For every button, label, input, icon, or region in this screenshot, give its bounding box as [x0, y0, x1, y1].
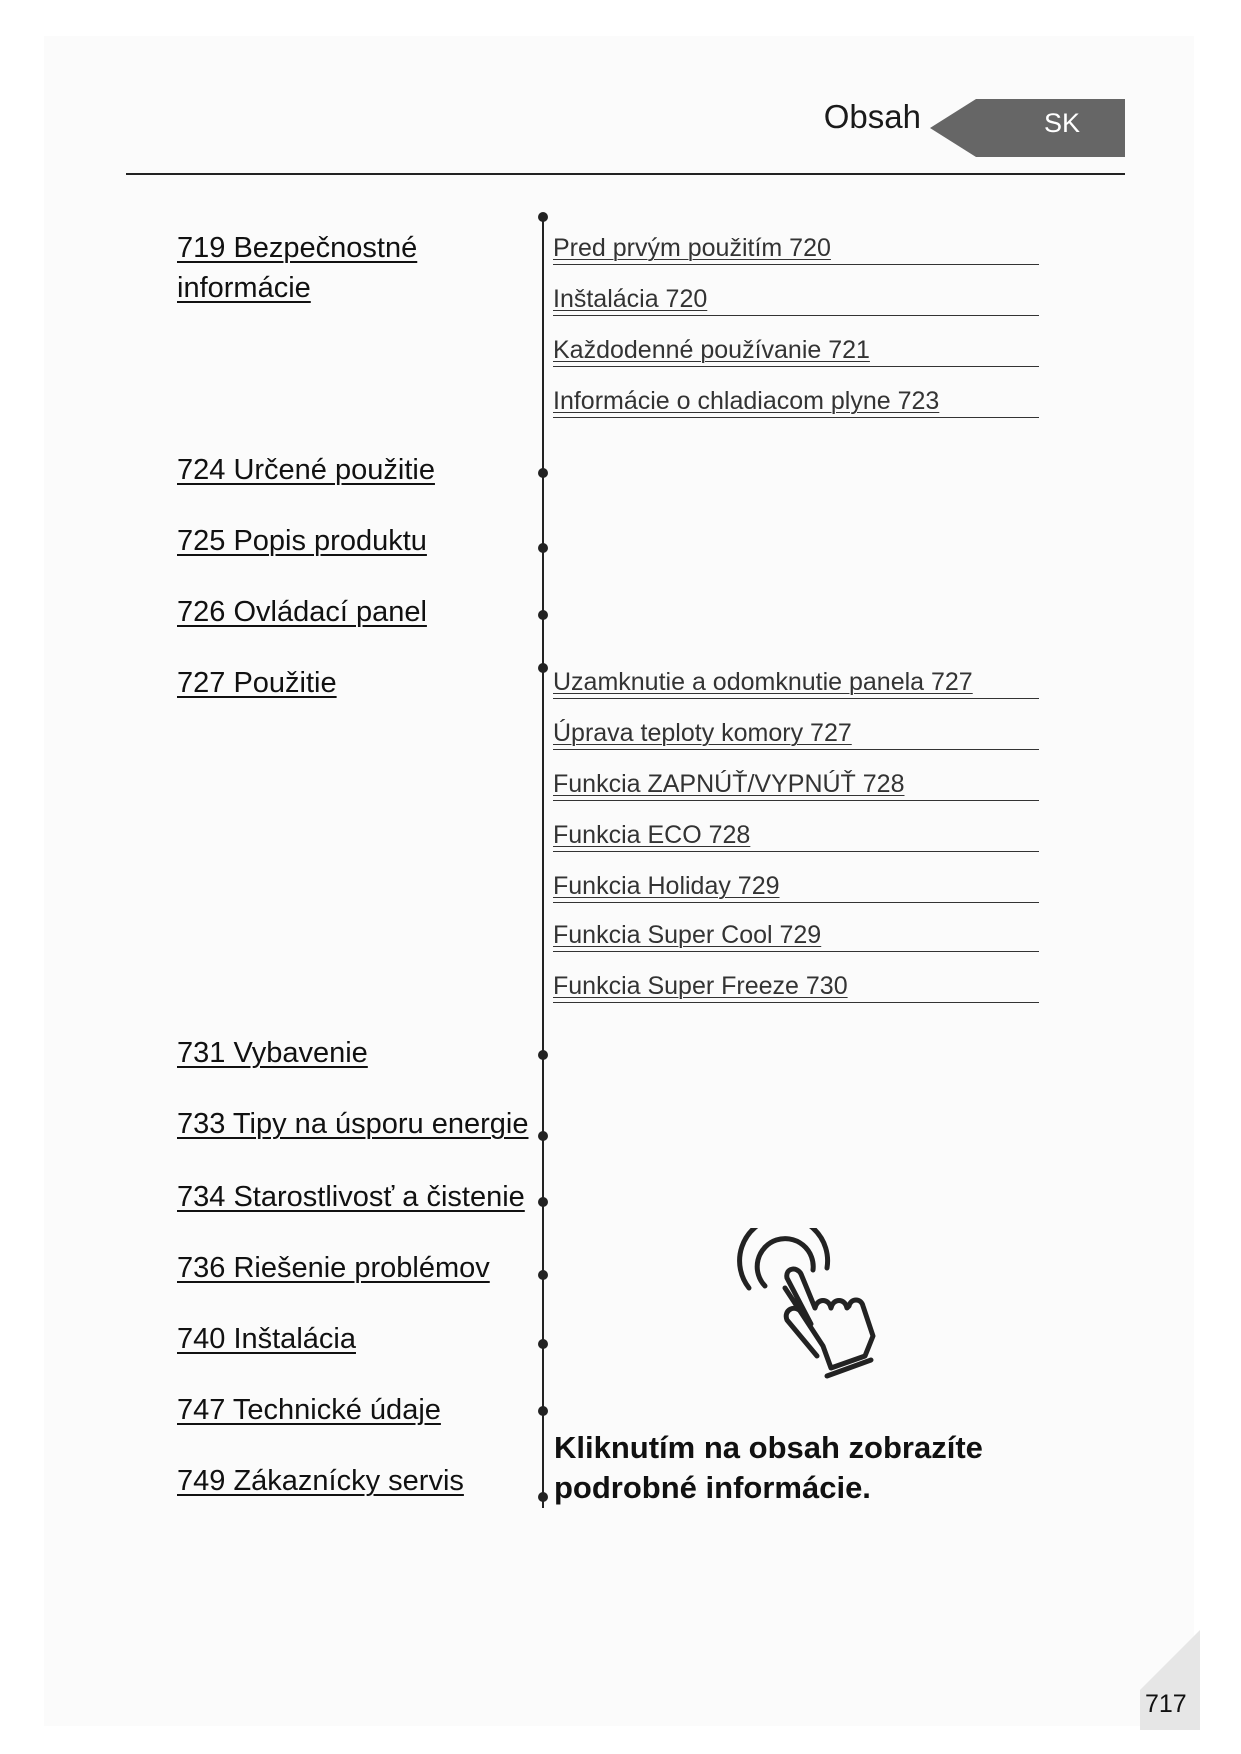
toc-subentry[interactable]: Informácie o chladiacom plyne 723 [553, 385, 1039, 418]
toc-subentry[interactable]: Uzamknutie a odomknutie panela 727 [553, 666, 1039, 699]
language-tab [930, 97, 1125, 159]
language-label: SK [1043, 108, 1081, 138]
toc-subentry[interactable]: Pred prvým použitím 720 [553, 232, 1039, 265]
toc-subentry[interactable]: Inštalácia 720 [553, 283, 1039, 316]
toc-subentry[interactable]: Funkcia Super Freeze 730 [553, 970, 1039, 1003]
toc-chapter-accessories[interactable]: 731 Vybavenie [177, 1037, 368, 1069]
header-divider [126, 173, 1125, 175]
timeline-dot [538, 663, 548, 673]
timeline-dot [538, 1339, 548, 1349]
tap-hand-icon [735, 1228, 885, 1388]
timeline-dot [538, 212, 548, 222]
toc-chapter-product-description[interactable]: 725 Popis produktu [177, 525, 427, 557]
toc-chapter-control-panel[interactable]: 726 Ovládací panel [177, 596, 427, 628]
timeline-dot [538, 610, 548, 620]
timeline-dot [538, 1197, 548, 1207]
toc-chapter-technical-data[interactable]: 747 Technické údaje [177, 1394, 441, 1426]
toc-subentry[interactable]: Funkcia ECO 728 [553, 819, 1039, 852]
toc-chapter-installation[interactable]: 740 Inštalácia [177, 1323, 356, 1355]
toc-chapter-safety[interactable]: 719 Bezpečnostné informácie [177, 232, 418, 304]
toc-subentry[interactable]: Funkcia ZAPNÚŤ/VYPNÚŤ 728 [553, 768, 1039, 801]
timeline-dot [538, 543, 548, 553]
toc-subentry[interactable]: Funkcia Super Cool 729 [553, 919, 1039, 952]
timeline-dot [538, 1492, 548, 1502]
hint-text: Kliknutím na obsah zobrazíte podrobné informácie. [554, 1430, 983, 1505]
timeline-dot [538, 1131, 548, 1141]
timeline-dot [538, 1050, 548, 1060]
toc-chapter-energy-tips[interactable]: 733 Tipy na úsporu energie [177, 1108, 529, 1140]
toc-chapter-care-cleaning[interactable]: 734 Starostlivosť a čistenie [177, 1181, 525, 1213]
toc-chapter-troubleshooting[interactable]: 736 Riešenie problémov [177, 1252, 490, 1284]
page-number: 717 [1145, 1690, 1187, 1718]
toc-subentry[interactable]: Úprava teploty komory 727 [553, 717, 1039, 750]
timeline-dot [538, 468, 548, 478]
toc-chapter-use[interactable]: 727 Použitie [177, 667, 337, 699]
toc-timeline [542, 218, 544, 1508]
timeline-dot [538, 1270, 548, 1280]
page-title: Obsah [823, 98, 921, 135]
toc-subentry[interactable]: Každodenné používanie 721 [553, 334, 1039, 367]
timeline-dot [538, 1406, 548, 1416]
toc-subentry[interactable]: Funkcia Holiday 729 [553, 870, 1039, 903]
toc-chapter-customer-service[interactable]: 749 Zákaznícky servis [177, 1465, 464, 1497]
toc-chapter-intended-use[interactable]: 724 Určené použitie [177, 454, 435, 486]
